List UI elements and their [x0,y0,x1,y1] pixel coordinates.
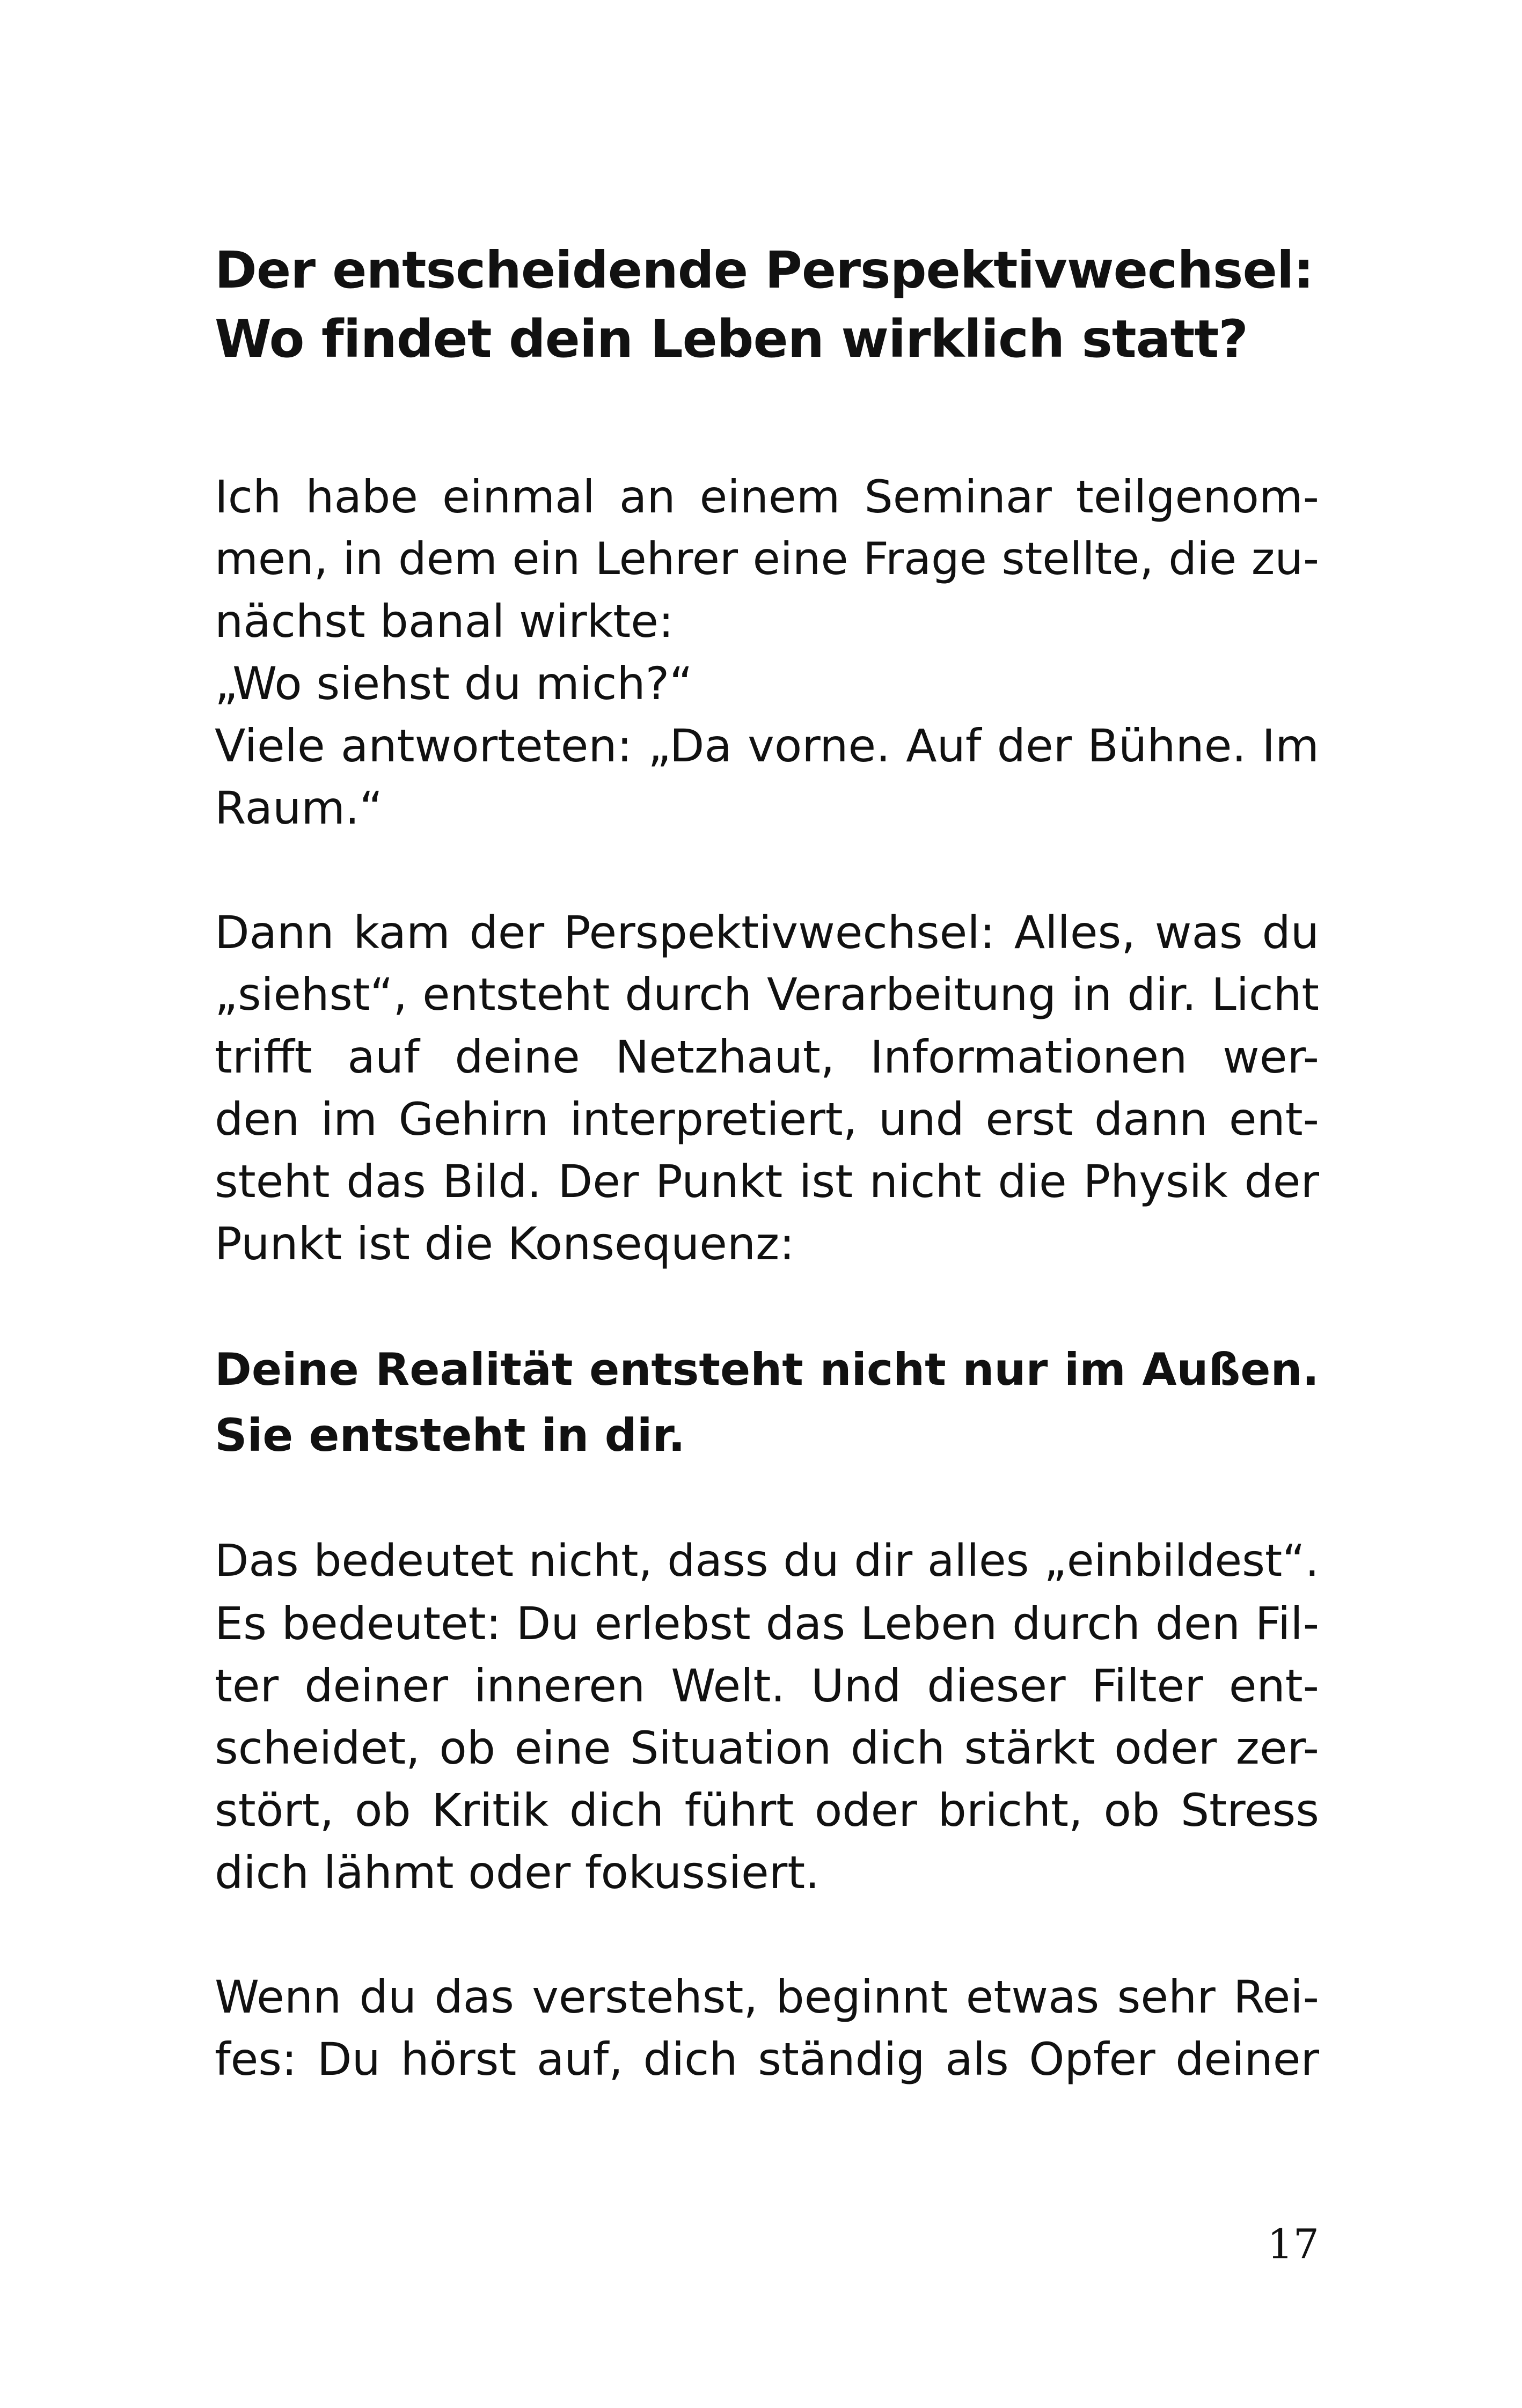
emphasis-line-2: Sie entsteht in dir. [215,1409,685,1462]
text-line: dich lähmt oder fokussiert. [215,1846,819,1899]
text-line: „Wo siehst du mich?“ [215,657,693,710]
text-line: nächst banal wirkte: [215,595,674,648]
text-line: men, in dem ein Lehrer eine Frage stellte, die zu- [215,533,1319,585]
paragraph-perspective [215,901,1319,1275]
text-line: den im Gehirn interpretiert, und erst dann ent- [215,1093,1319,1146]
text-line: stört, ob Kritik dich führt oder bricht, ob Stress [215,1784,1319,1837]
text-line: Ich habe einmal an einem Seminar teilgenom- [215,471,1319,523]
emphasis-line-1: Deine Realität entsteht nicht nur im Außen. [215,1344,1319,1396]
heading-line-2: Wo findet dein Leben wirklich statt? [215,309,1248,369]
text-line: Es bedeutet: Du erlebst das Leben durch den Fil- [215,1597,1319,1650]
paragraph-seminar [215,466,1319,839]
paragraph-filter [215,1530,1319,1904]
page-content [215,236,1319,2153]
text-line: fes: Du hörst auf, dich ständig als Opfer deiner [215,2033,1319,2086]
text-line: Dann kam der Perspektivwechsel: Alles, was du [215,906,1319,959]
emphasis-statement [215,1337,1319,1468]
text-line: Viele antworteten: „Da vorne. Auf der Bühne. Im [215,720,1319,772]
section-heading [215,236,1319,373]
paragraph-understanding [215,1966,1319,2090]
text-line: ter deiner inneren Welt. Und dieser Filter ent- [215,1660,1319,1712]
text-line: Wenn du das verstehst, beginnt etwas sehr Rei- [215,1971,1319,2023]
heading-line-1: Der entscheidende Perspektivwechsel: [215,241,1314,300]
text-line: steht das Bild. Der Punkt ist nicht die Physik der [215,1155,1319,1208]
text-line: Das bedeutet nicht, dass du dir alles „einbildest“. [215,1536,1319,1587]
text-line: Raum.“ [215,782,383,834]
text-line: Punkt ist die Konsequenz: [215,1217,795,1270]
text-line: trifft auf deine Netzhaut, Informationen wer- [215,1031,1319,1083]
text-line: „siehst“, entsteht durch Verarbeitung in dir. Licht [215,968,1319,1021]
page-number: 17 [1267,2220,1319,2268]
text-line: scheidet, ob eine Situation dich stärkt oder zer- [215,1722,1319,1774]
